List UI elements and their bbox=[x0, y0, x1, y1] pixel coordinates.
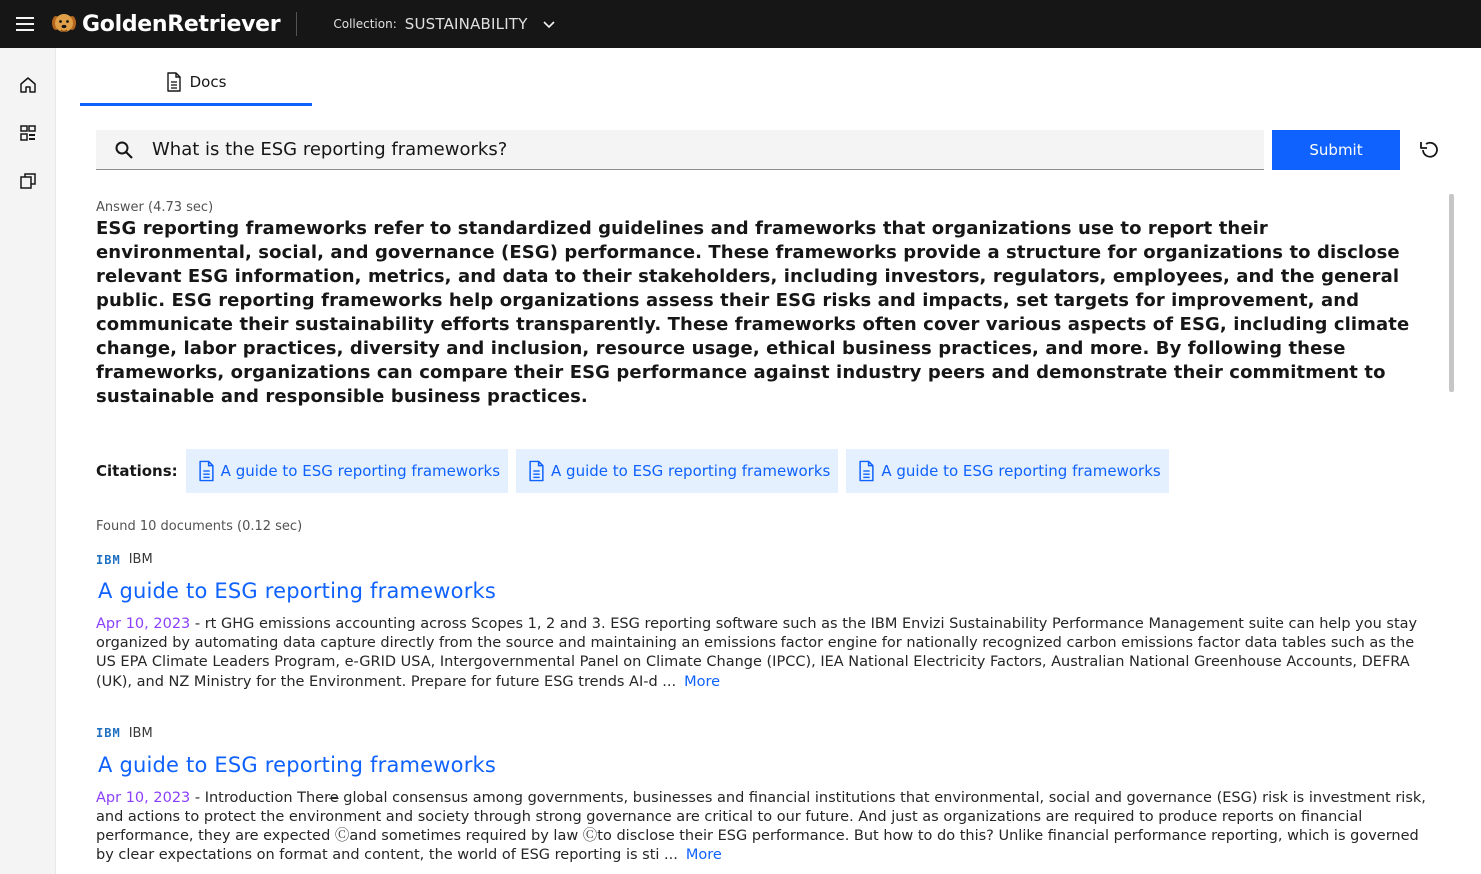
citation-title: A guide to ESG reporting frameworks bbox=[881, 462, 1161, 480]
result-title-link[interactable]: A guide to ESG reporting frameworks bbox=[98, 752, 497, 777]
citation-title: A guide to ESG reporting frameworks bbox=[551, 462, 831, 480]
collection-label: Collection: bbox=[333, 17, 397, 31]
ibm-logo: IBM bbox=[96, 552, 121, 567]
citation-title: A guide to ESG reporting frameworks bbox=[220, 462, 501, 480]
home-icon bbox=[18, 75, 38, 95]
source-name: IBM bbox=[128, 725, 153, 741]
citations-label: Citations: bbox=[96, 462, 178, 480]
result-source bbox=[96, 726, 1436, 741]
rail-item-dashboard[interactable] bbox=[0, 109, 56, 157]
side-rail bbox=[0, 48, 56, 874]
reset-icon bbox=[1418, 139, 1440, 161]
result-snippet bbox=[96, 789, 1430, 866]
search-icon bbox=[96, 130, 152, 170]
result-snippet-text: - Introduction There̶ global consensus among governments, businesses and financial institutions that environmental, social and governance (ESG) risk is investment risk, and actions to protect the environment and society through strong governance are critical to our future. And just as organizations are required to produce reports on financial performance, they are expected Ⓒand sometimes required by law Ⓒto disclose their ESG performance. But how to do this? Unlike financial performance reporting, which is governed by clear expectations on format and content, the world of ESG reporting is sti ... bbox=[96, 789, 1426, 864]
source-name: IBM bbox=[128, 552, 153, 567]
reset-button[interactable] bbox=[1412, 134, 1446, 166]
tab-docs[interactable] bbox=[80, 60, 312, 106]
result-date: Apr 10, 2023 bbox=[96, 616, 191, 632]
chevron-down-icon bbox=[542, 19, 556, 29]
scrollbar-thumb[interactable] bbox=[1449, 194, 1454, 392]
tab-docs-label: Docs bbox=[189, 72, 227, 91]
brand-name: GoldenRetriever bbox=[82, 11, 281, 37]
rail-item-documents[interactable] bbox=[0, 157, 56, 205]
submit-button[interactable]: Submit bbox=[1272, 130, 1400, 170]
citation-chip[interactable] bbox=[186, 449, 508, 493]
brand[interactable] bbox=[50, 0, 296, 48]
document-icon bbox=[858, 460, 875, 482]
citations bbox=[96, 449, 1436, 493]
answer-text: ESG reporting frameworks refer to standardized guidelines and frameworks that organizations use to report their environmental, social, and governance (ESG) performance. These frameworks provide a structure for organizations to disclose relevant ESG information, metrics, and data to their stakeholders, including investors, regulators, employees, and the general public. ESG reporting frameworks help organizations assess their ESG risks and impacts, set targets for improvement, and communicate their sustainability efforts transparently. These frameworks often cover various aspects of ESG, including climate change, labor practices, diversity and inclusion, resource usage, ethical business practices, and more. By following these frameworks, organizations can compare their ESG performance against industry peers and demonstrate their commitment to sustainable and responsible business practices. bbox=[96, 218, 1410, 407]
header-divider bbox=[296, 12, 297, 36]
result-source bbox=[96, 552, 1436, 567]
golden-retriever-logo-icon bbox=[50, 10, 78, 38]
tab-bar bbox=[80, 60, 312, 106]
ibm-logo: IBM bbox=[96, 726, 121, 741]
search-input[interactable] bbox=[152, 130, 1264, 170]
citation-chip[interactable] bbox=[846, 449, 1168, 493]
more-link[interactable]: More bbox=[684, 673, 721, 690]
top-header bbox=[0, 0, 1481, 48]
results-panel bbox=[96, 194, 1436, 864]
citation-chip[interactable] bbox=[516, 449, 838, 493]
more-link[interactable]: More bbox=[685, 847, 722, 864]
search-box bbox=[96, 130, 1264, 170]
result-snippet-text: - rt GHG emissions accounting across Scopes 1, 2 and 3. ESG reporting software such as the IBM Envizi Sustainability Performance Management suite can help you stay organized by automating data capture directly from the source and maintaining an emissions factor engine for nationally recognized carbon emissions factor data tables such as the US EPA Climate Leaders Program, e-GRID USA, Intergovernmental Panel on Climate Change (IPCC), IEA National Electricity Factors, Australian National Greenhouse Accounts, DEFRA (UK), and NZ Ministry for the Environment. Prepare for future ESG trends AI-d ... bbox=[96, 616, 1418, 690]
collection-value: SUSTAINABILITY bbox=[404, 15, 528, 33]
results-summary: Found 10 documents (0.12 sec) bbox=[96, 519, 303, 534]
result-date: Apr 10, 2023 bbox=[96, 789, 191, 806]
document-icon bbox=[528, 460, 545, 482]
rail-item-home[interactable] bbox=[0, 61, 56, 109]
document-icon bbox=[166, 72, 182, 92]
collection-selector[interactable] bbox=[333, 15, 555, 33]
result-snippet bbox=[96, 615, 1430, 692]
document-icon bbox=[198, 460, 215, 482]
hamburger-menu-icon[interactable] bbox=[0, 0, 50, 48]
result-item bbox=[96, 552, 1436, 692]
dashboard-icon bbox=[18, 123, 38, 143]
answer-meta: Answer (4.73 sec) bbox=[96, 200, 214, 215]
result-title-link[interactable]: A guide to ESG reporting frameworks bbox=[98, 579, 497, 603]
result-item bbox=[96, 726, 1436, 866]
copy-icon bbox=[18, 171, 38, 191]
